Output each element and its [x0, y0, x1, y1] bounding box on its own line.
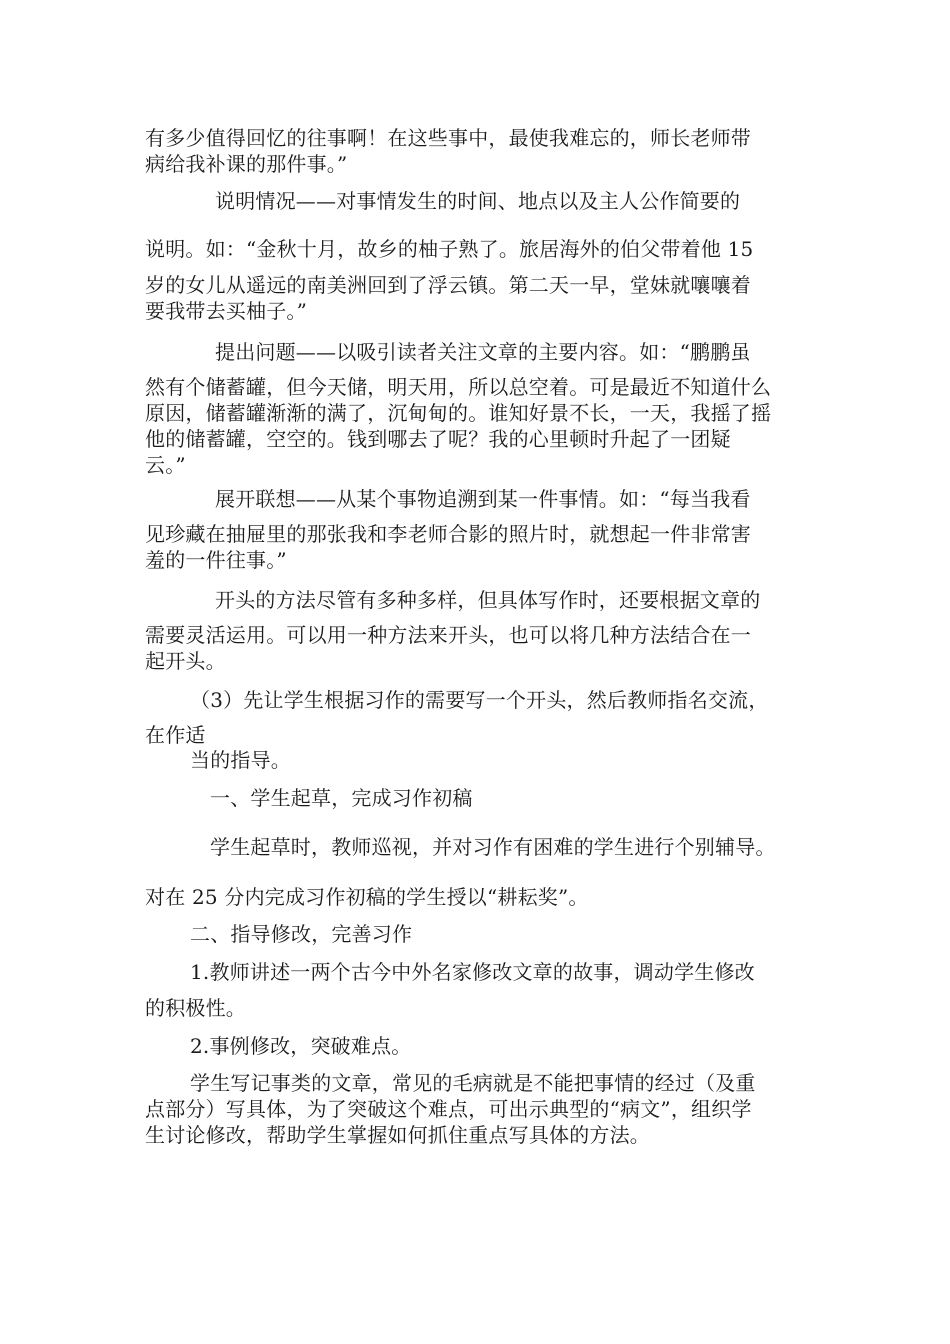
section-heading: 二、指导修改，完善习作	[190, 922, 413, 946]
text-line: 点部分）写具体，为了突破这个难点，可出示典型的“病文”，组织学	[145, 1097, 752, 1121]
text-line: 云。”	[145, 453, 186, 477]
text-line: （3）先让学生根据习作的需要写一个开头，然后教师指名交流，	[190, 688, 769, 712]
text-line: 对在 25 分内完成习作初稿的学生授以“耕耘奖”。	[145, 885, 589, 909]
text-line: 需要灵活运用。可以用一种方法来开头，也可以将几种方法结合在一	[145, 623, 751, 647]
text-line: 病给我补课的那件事。”	[145, 152, 348, 176]
text-line: 见珍藏在抽屉里的那张我和李老师合影的照片时，就想起一件非常害	[145, 522, 751, 546]
text-line: 岁的女儿从遥远的南美洲回到了浮云镇。第二天一早，堂妹就嚷嚷着	[145, 273, 751, 297]
text-line: 有多少值得回忆的往事啊！在这些事中，最使我难忘的，师长老师带	[145, 126, 751, 150]
text-line: 展开联想——从某个事物追溯到某一件事情。如：“每当我看	[215, 487, 751, 511]
text-line: 的积极性。	[145, 996, 246, 1020]
text-line: 开头的方法尽管有多种多样，但具体写作时，还要根据文章的	[215, 588, 761, 612]
text-line: 说明情况——对事情发生的时间、地点以及主人公作简要的	[215, 189, 741, 213]
text-line: 他的储蓄罐，空空的。钱到哪去了呢？我的心里顿时升起了一团疑	[145, 427, 731, 451]
text-line: 然有个储蓄罐，但今天储，明天用，所以总空着。可是最近不知道什么	[145, 375, 772, 399]
text-line: 羞的一件往事。”	[145, 548, 287, 572]
text-line: 生讨论修改，帮助学生掌握如何抓住重点写具体的方法。	[145, 1123, 650, 1147]
text-line: 当的指导。	[190, 748, 291, 772]
text-line: 要我带去买柚子。”	[145, 299, 308, 323]
text-line: 学生写记事类的文章，常见的毛病就是不能把事情的经过（及重	[190, 1071, 756, 1095]
text-line: 提出问题——以吸引读者关注文章的主要内容。如：“鹏鹏虽	[215, 340, 751, 364]
text-line: 1.教师讲述一两个古今中外名家修改文章的故事，调动学生修改	[190, 960, 755, 984]
text-line: 原因，储蓄罐渐渐的满了，沉甸甸的。谁知好景不长，一天，我摇了摇	[145, 401, 772, 425]
text-line: 在作适	[145, 723, 206, 747]
text-line: 学生起草时，教师巡视，并对习作有困难的学生进行个别辅导。	[210, 835, 776, 859]
section-heading: 一、学生起草，完成习作初稿	[210, 786, 473, 810]
text-line: 说明。如：“金秋十月，故乡的柚子熟了。旅居海外的伯父带着他 15	[145, 237, 754, 261]
text-line: 起开头。	[145, 649, 226, 673]
text-line: 2.事例修改，突破难点。	[190, 1034, 412, 1058]
